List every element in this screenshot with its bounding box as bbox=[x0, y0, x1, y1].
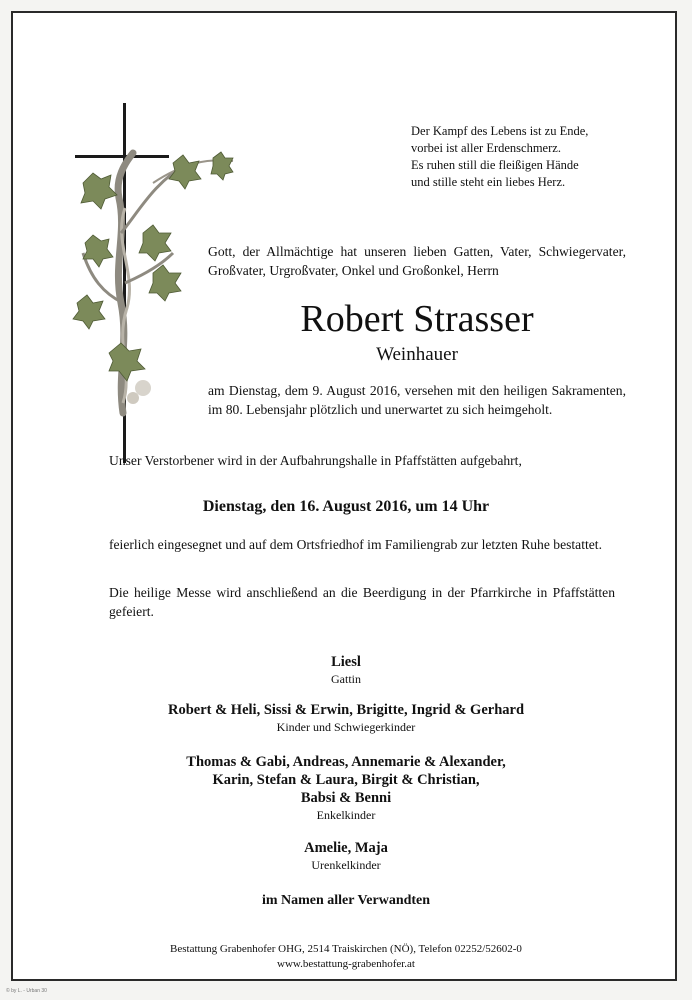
poem bbox=[411, 123, 651, 191]
deceased-profession: Weinhauer bbox=[376, 344, 458, 365]
mourner-names: Amelie, Maja bbox=[304, 840, 388, 856]
mourner-names: Karin, Stefan & Laura, Birgit & Christian, bbox=[212, 772, 480, 788]
mourner-relation: Urenkelkinder bbox=[311, 858, 381, 872]
burial-notice: feierlich eingesegnet und auf dem Ortsfriedhof im Familiengrab zur letzten Ruhe bestattet. bbox=[109, 537, 602, 552]
obituary-sheet bbox=[11, 11, 677, 981]
intro-text: Gott, der Allmächtige hat unseren lieben Gatten, Vater, Schwiegervater, Großvater, Urgroßvater, Onkel und Großonkel, Herrn bbox=[208, 244, 626, 278]
closing-line: im Namen aller Verwandten bbox=[261, 893, 431, 908]
mourner-names: Robert & Heli, Sissi & Erwin, Brigitte, Ingrid & Gerhard bbox=[167, 702, 525, 718]
funeral-date: Dienstag, den 16. August 2016, um 14 Uhr bbox=[202, 498, 490, 515]
mourner-group bbox=[13, 701, 679, 735]
mourner-group bbox=[13, 753, 679, 823]
mourner-names: Thomas & Gabi, Andreas, Annemarie & Alexander, bbox=[186, 754, 506, 770]
poem-line: Es ruhen still die fleißigen Hände bbox=[411, 158, 579, 172]
copyright-note: © by L. - Urban 30 bbox=[6, 988, 47, 994]
mourner-group bbox=[13, 653, 679, 687]
mass-notice: Die heilige Messe wird anschließend an die Beerdigung in der Pfarrkirche in Pfaffstätten gefeiert. bbox=[109, 585, 615, 619]
deceased-name: Robert Strasser bbox=[300, 298, 534, 340]
poem-line: Der Kampf des Lebens ist zu Ende, bbox=[411, 124, 589, 138]
funeral-home-website[interactable]: www.bestattung-grabenhofer.at bbox=[277, 958, 415, 970]
mourner-group bbox=[13, 839, 679, 873]
footer bbox=[13, 942, 679, 972]
mourner-relation: Enkelkinder bbox=[316, 808, 376, 822]
mourner-relation: Gattin bbox=[331, 672, 361, 686]
mourner-names: Babsi & Benni bbox=[300, 790, 392, 806]
funeral-home-info: Bestattung Grabenhofer OHG, 2514 Traiskirchen (NÖ), Telefon 02252/52602-0 bbox=[170, 943, 522, 955]
viewing-notice: Unser Verstorbener wird in der Aufbahrungshalle in Pfaffstätten aufgebahrt, bbox=[109, 453, 522, 468]
poem-line: vorbei ist aller Erdenschmerz. bbox=[411, 141, 561, 155]
mourner-names: Liesl bbox=[331, 654, 361, 670]
death-notice: am Dienstag, dem 9. August 2016, versehen mit den heiligen Sakramenten, im 80. Lebensjahr plötzlich und unerwartet zu sich heimgeholt. bbox=[208, 383, 626, 417]
mourner-relation: Kinder und Schwiegerkinder bbox=[276, 720, 416, 734]
poem-line: und stille steht ein liebes Herz. bbox=[411, 175, 566, 189]
